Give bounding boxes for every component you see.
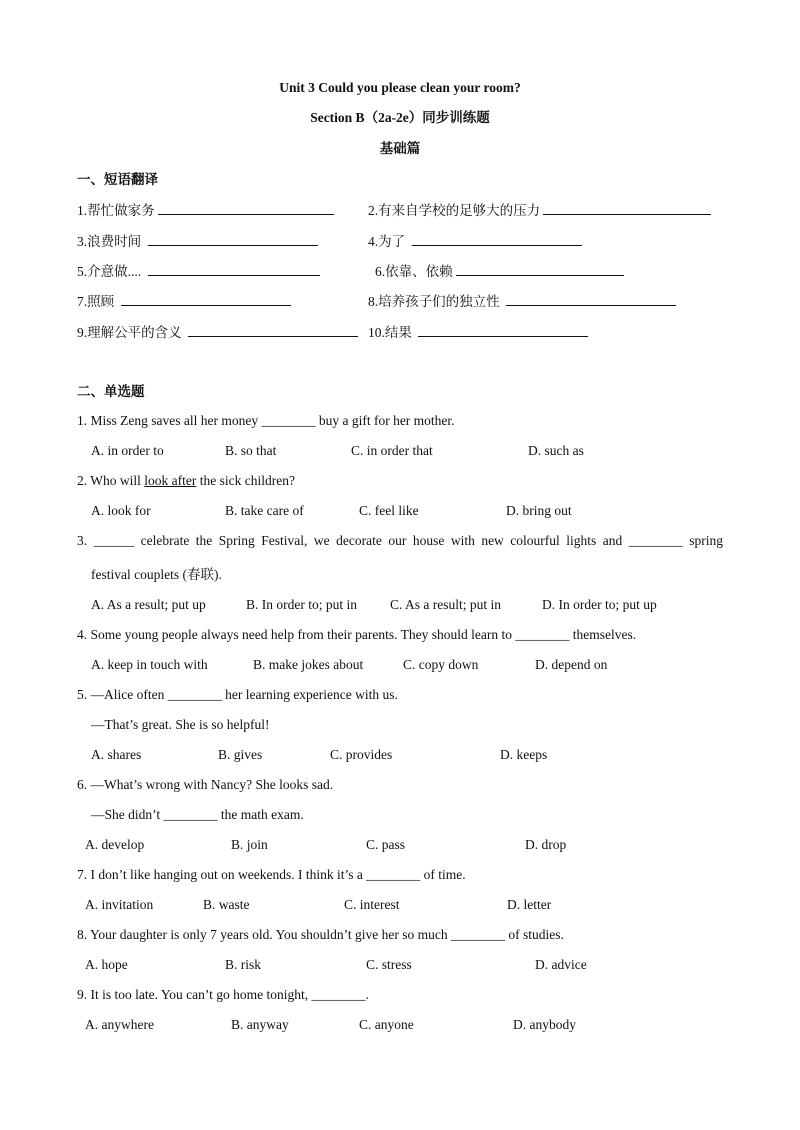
worksheet-title: Unit 3 Could you please clean your room? [279,80,521,95]
phrase-item [77,231,318,251]
question-text: 1. Miss Zeng saves all her money ________ buy a gift for her mother. [77,413,455,428]
phrase-item [375,261,624,281]
option-a[interactable]: A. shares [91,747,142,762]
question-text: 4. Some young people always need help from their parents. They should learn to ________ themselves. [77,627,637,642]
phrase-item [368,291,676,311]
part2-heading: 二、单选题 [77,384,145,399]
option-d[interactable]: D. In order to; put up [542,597,657,612]
question-text: 6. —What’s wrong with Nancy? She looks sad. [77,777,334,792]
phrase-item [77,291,291,311]
option-c[interactable]: C. stress [366,957,412,972]
option-b[interactable]: B. waste [203,897,250,912]
phrase-label: 4.为了 [368,234,409,249]
answer-blank[interactable] [506,291,676,306]
question-text-cont: festival couplets (春联). [91,567,222,582]
option-b[interactable]: B. risk [225,957,262,972]
phrase-label: 6.依靠、依赖 [375,264,453,279]
answer-blank[interactable] [412,231,582,246]
option-c[interactable]: C. anyone [359,1017,414,1032]
option-a[interactable]: A. anywhere [85,1017,154,1032]
question-text-cont: —That’s great. She is so helpful! [91,717,270,732]
question-text: 8. Your daughter is only 7 years old. You shouldn’t give her so much ________ of studies. [77,927,564,942]
option-d[interactable]: D. bring out [506,503,572,518]
phrase-label: 9.理解公平的含义 [77,325,185,340]
phrase-label: 8.培养孩子们的独立性 [368,294,503,309]
question-text: 5. —Alice often ________ her learning experience with us. [77,687,398,702]
option-d[interactable]: D. letter [507,897,552,912]
option-d[interactable]: D. keeps [500,747,548,762]
answer-blank[interactable] [121,291,291,306]
answer-blank[interactable] [456,261,624,276]
answer-blank[interactable] [148,231,318,246]
question-text: 9. It is too late. You can’t go home tonight, ________. [77,987,369,1002]
question-suffix: the sick children? [196,473,295,488]
option-b[interactable]: B. take care of [225,503,304,518]
question-prefix: 2. Who will [77,473,145,488]
question-text [77,472,295,490]
phrase-item [368,200,711,220]
option-b[interactable]: B. anyway [231,1017,289,1032]
answer-blank[interactable] [158,200,334,215]
option-d[interactable]: D. such as [528,443,584,458]
option-c[interactable]: C. in order that [351,443,433,458]
option-a[interactable]: A. hope [85,957,128,972]
option-c[interactable]: C. provides [330,747,393,762]
option-d[interactable]: D. depend on [535,657,608,672]
phrase-label: 2.有来自学校的足够大的压力 [368,203,541,218]
option-c[interactable]: C. interest [344,897,400,912]
option-b[interactable]: B. join [231,837,268,852]
option-a[interactable]: A. develop [85,837,145,852]
phrase-item [77,322,358,342]
answer-blank[interactable] [148,261,320,276]
option-a[interactable]: A. invitation [85,897,154,912]
answer-blank[interactable] [543,200,711,215]
part1-heading: 一、短语翻译 [77,172,158,187]
option-b[interactable]: B. so that [225,443,277,458]
section-subtitle: Section B（2a-2e）同步训练题 [310,110,490,125]
option-d[interactable]: D. advice [535,957,587,972]
phrase-label: 3.浪费时间 [77,234,145,249]
phrase-item [77,261,320,281]
option-d[interactable]: D. anybody [513,1017,576,1032]
option-b[interactable]: B. In order to; put in [246,597,357,612]
option-d[interactable]: D. drop [525,837,567,852]
question-text-cont: —She didn’t ________ the math exam. [91,807,304,822]
phrase-label: 7.照顾 [77,294,118,309]
level-label: 基础篇 [379,141,421,156]
question-text: 3. ______ celebrate the Spring Festival, we decorate our house with new colourful lights and ________ spring [77,533,723,548]
option-b[interactable]: B. make jokes about [253,657,364,672]
phrase-label: 5.介意做.... [77,264,145,279]
phrase-label: 1.帮忙做家务 [77,203,155,218]
option-a[interactable]: A. look for [91,503,151,518]
option-c[interactable]: C. As a result; put in [390,597,501,612]
phrase-label: 10.结果 [368,325,416,340]
option-a[interactable]: A. in order to [91,443,164,458]
option-c[interactable]: C. copy down [403,657,479,672]
underlined-phrase: look after [144,473,197,488]
option-b[interactable]: B. gives [218,747,263,762]
answer-blank[interactable] [418,322,588,337]
question-text: 7. I don’t like hanging out on weekends. I think it’s a ________ of time. [77,867,466,882]
option-c[interactable]: C. feel like [359,503,419,518]
option-a[interactable]: A. keep in touch with [91,657,208,672]
phrase-item [77,200,334,220]
option-c[interactable]: C. pass [366,837,406,852]
answer-blank[interactable] [188,322,358,337]
phrase-item [368,322,588,342]
phrase-item [368,231,582,251]
option-a[interactable]: A. As a result; put up [91,597,206,612]
